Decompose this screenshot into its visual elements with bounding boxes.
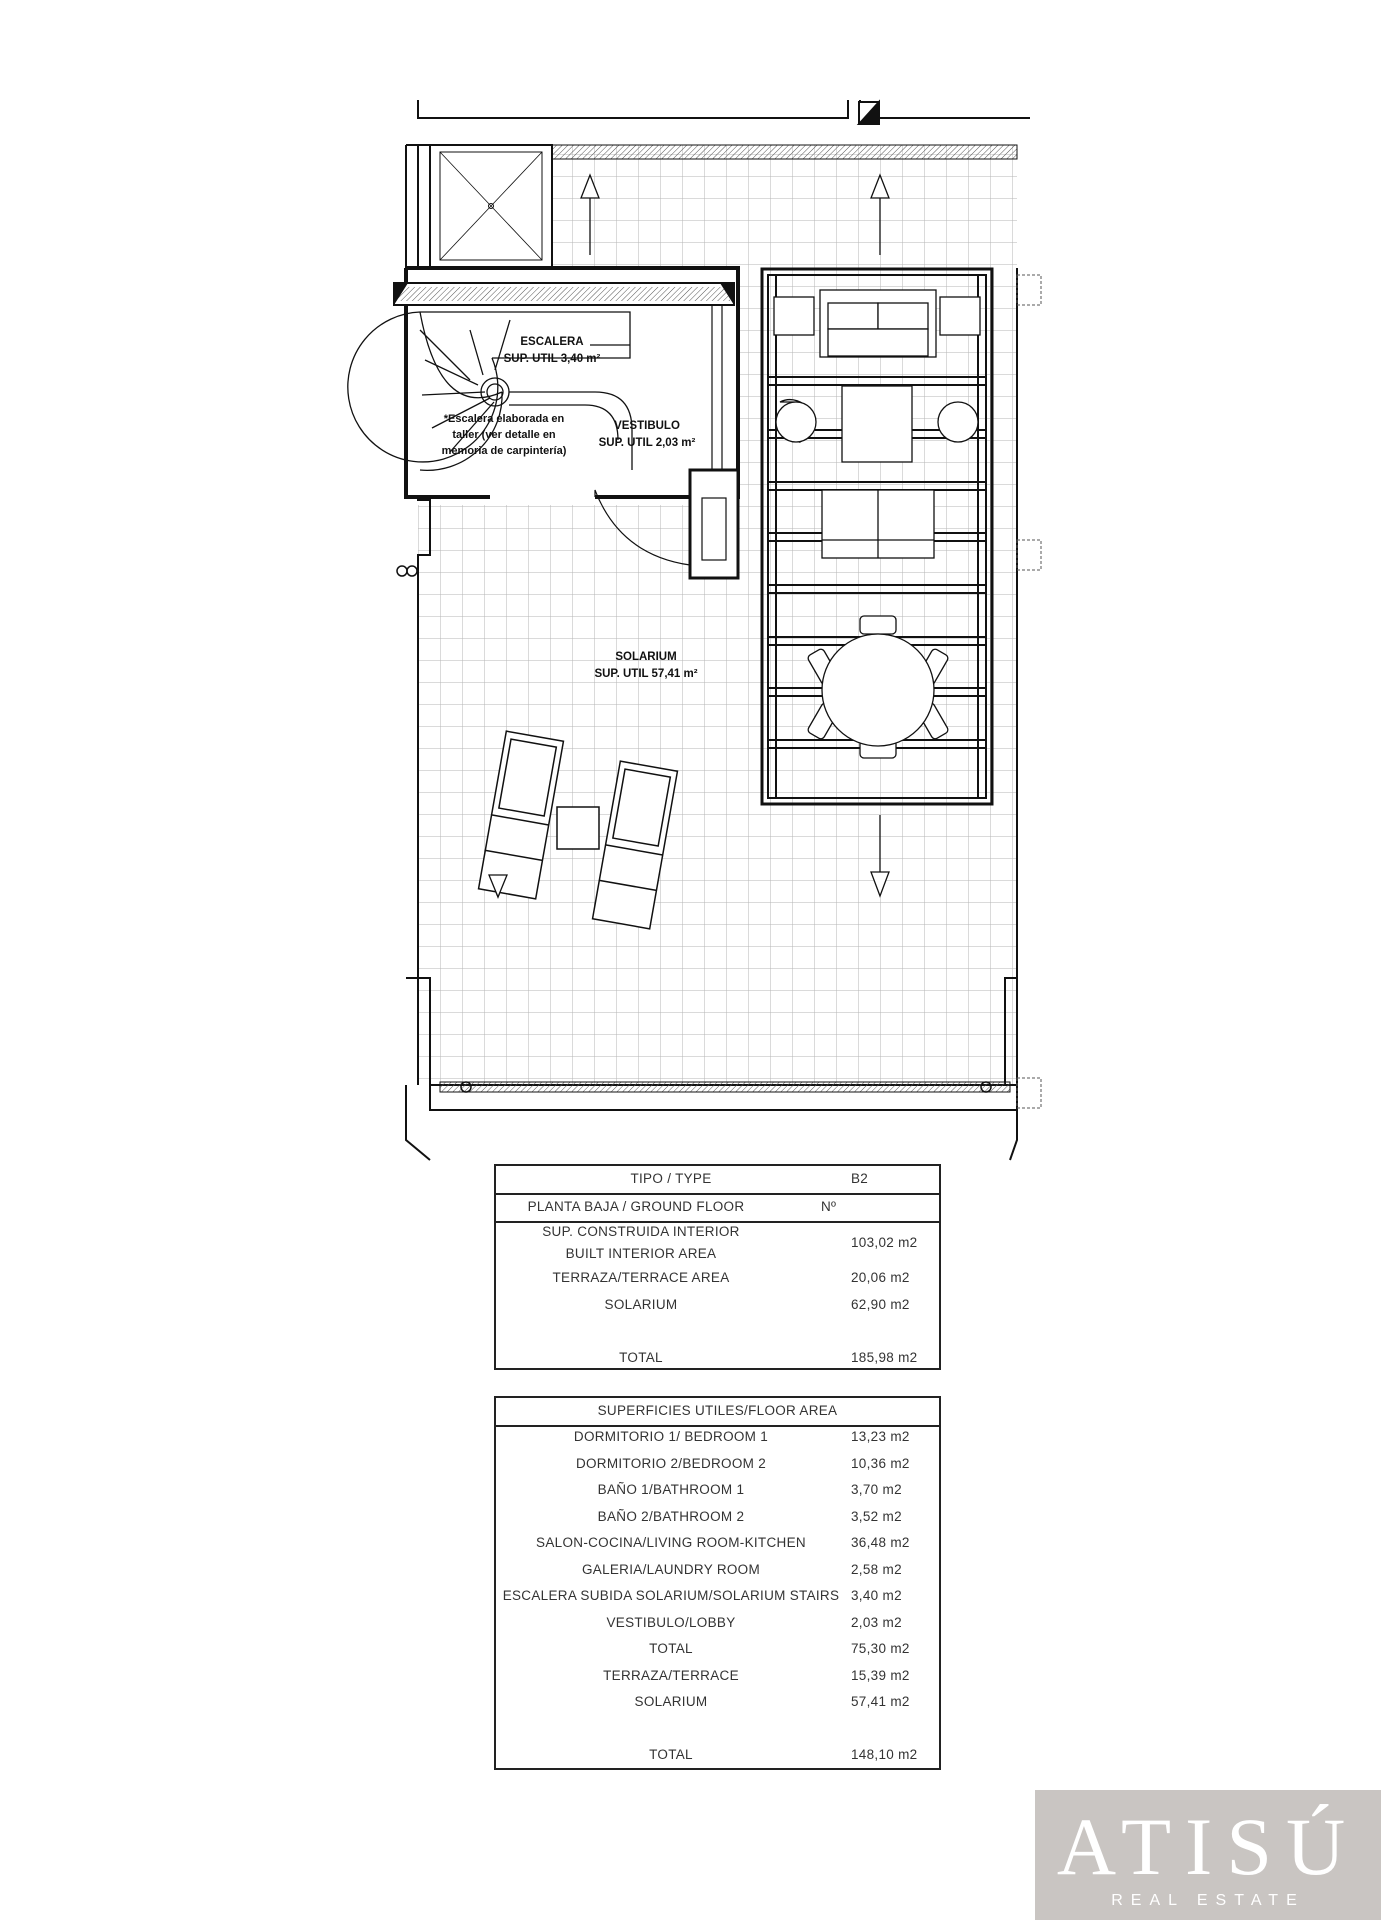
area-row-label: VESTIBULO/LOBBY [606, 1614, 736, 1630]
area-row-value: 3,52 m2 [851, 1508, 902, 1524]
type-row-label: TOTAL [619, 1350, 663, 1365]
area-row-value: 75,30 m2 [851, 1641, 910, 1656]
area-row-label: ESCALERA SUBIDA SOLARIUM/SOLARIUM STAIRS [502, 1588, 840, 1603]
area-row-label: GALERIA/LAUNDRY ROOM [581, 1561, 761, 1577]
type-row-value: 62,90 m2 [851, 1297, 910, 1312]
type-row-value: 20,06 m2 [851, 1270, 910, 1285]
wall-fitting-right [407, 566, 417, 576]
escalera-area: SUP. UTIL 3,40 m² [503, 353, 601, 365]
solarium-name: SOLARIUM [615, 651, 677, 663]
type-row-value: 185,98 m2 [851, 1350, 918, 1365]
type-row-label: TERRAZA/TERRACE AREA [552, 1270, 730, 1285]
floor-area-table [494, 1396, 941, 1770]
skylight [430, 145, 552, 269]
area-row-value: 2,03 m2 [851, 1614, 902, 1630]
logo-brand: ATISÚ [1056, 1801, 1360, 1892]
bottom-rail-hatch [440, 1082, 1010, 1092]
atisu-logo [1035, 1790, 1381, 1920]
area-row-label: DORMITORIO 1/ BEDROOM 1 [573, 1429, 769, 1444]
area-row-label: TERRAZA/TERRACE [603, 1667, 739, 1683]
type-header-value: B2 [851, 1171, 869, 1186]
type-header-label: TIPO / TYPE [630, 1171, 712, 1186]
type-row-label: SOLARIUM [604, 1297, 678, 1312]
area-row-value: 10,36 m2 [851, 1455, 910, 1471]
area-row-value: 3,40 m2 [851, 1588, 902, 1603]
stair-note-line-1: *Escalera elaborada en [443, 413, 565, 425]
type-row-label: SUP. CONSTRUIDA INTERIOR [542, 1224, 740, 1239]
area-row-label: BAÑO 2/BATHROOM 2 [597, 1508, 745, 1524]
top-parapet [418, 100, 1030, 124]
vestibulo-name: VESTIBULO [614, 420, 680, 432]
area-row-label: TOTAL [649, 1641, 693, 1656]
wall-fitting-left [397, 566, 407, 576]
type-table [494, 1164, 941, 1370]
solarium-area: SUP. UTIL 57,41 m² [594, 668, 698, 680]
escalera-name: ESCALERA [520, 336, 584, 348]
area-row-value: 2,58 m2 [851, 1561, 902, 1577]
area-row-value: 36,48 m2 [851, 1535, 910, 1550]
floor-label: PLANTA BAJA / GROUND FLOOR [527, 1199, 745, 1214]
area-row-value: 3,70 m2 [851, 1482, 902, 1497]
bench-sofa [822, 490, 934, 558]
area-row-value: 15,39 m2 [851, 1667, 910, 1683]
area-row-value: 57,41 m2 [851, 1694, 910, 1709]
floor-number-label: Nº [821, 1199, 837, 1214]
area-row-label: SALON-COCINA/LIVING ROOM-KITCHEN [536, 1535, 806, 1550]
area-row-label: DORMITORIO 2/BEDROOM 2 [575, 1455, 767, 1471]
side-table [557, 807, 599, 849]
type-row-value: 103,02 m2 [851, 1235, 918, 1250]
area-row-value: 13,23 m2 [851, 1429, 910, 1444]
area-row-value: 148,10 m2 [851, 1747, 918, 1762]
area-row-label: BAÑO 1/BATHROOM 1 [597, 1482, 745, 1497]
dashed-markers [1017, 275, 1041, 1108]
stair-note-line-2: taller (ver detalle en [452, 429, 556, 441]
type-row-label-2: BUILT INTERIOR AREA [565, 1246, 717, 1261]
stair-note-line-3: memoria de carpintería) [441, 445, 567, 457]
logo-tagline: REAL ESTATE [1111, 1892, 1305, 1909]
area-row-label: TOTAL [649, 1747, 693, 1762]
area-row-label: SOLARIUM [634, 1694, 708, 1709]
area-header-label: SUPERFICIES UTILES/FLOOR AREA [597, 1403, 838, 1418]
vestibulo-area: SUP. UTIL 2,03 m² [598, 437, 696, 449]
terrace-tiles-top [552, 145, 1017, 269]
top-rail-hatch [552, 145, 1017, 159]
